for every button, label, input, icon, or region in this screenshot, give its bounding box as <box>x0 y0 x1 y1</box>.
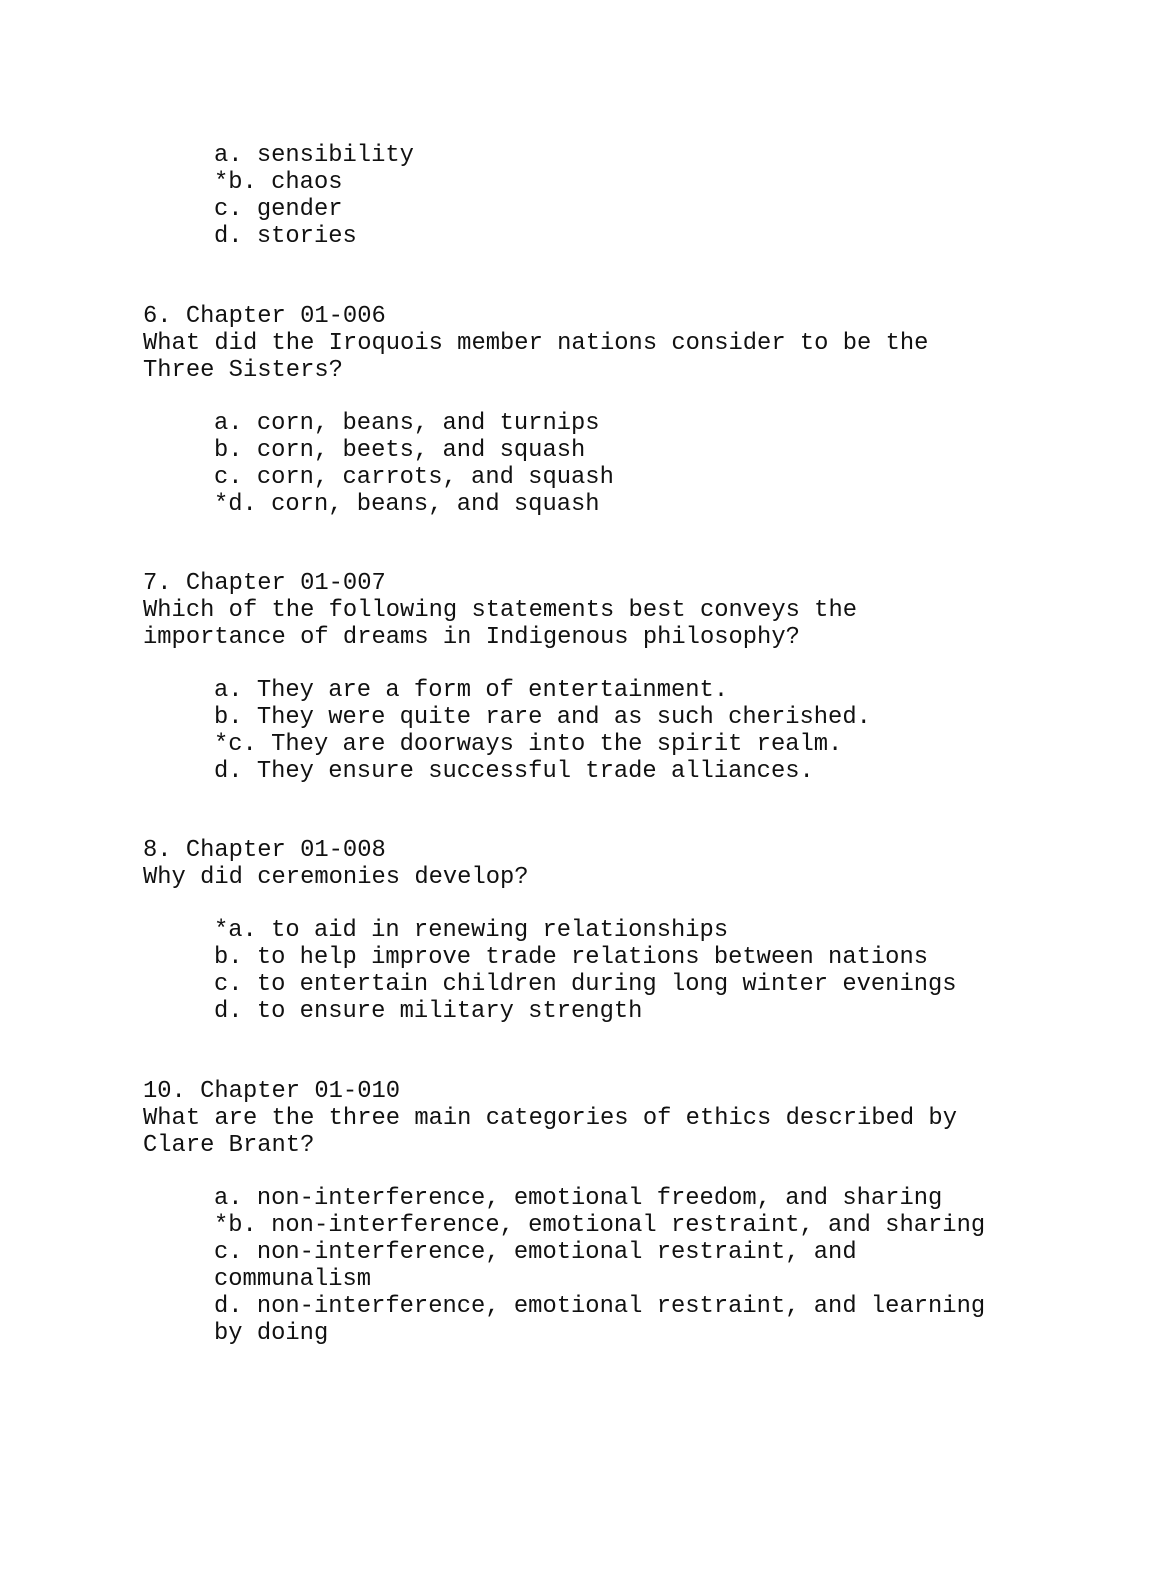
question-prompt: Why did ceremonies develop? <box>143 864 529 891</box>
question-heading: 8. Chapter 01-008 <box>143 837 386 864</box>
answer-option-correct: *b. non-interference, emotional restraint, and sharing <box>214 1212 986 1239</box>
answer-option-continuation: communalism <box>214 1266 372 1293</box>
answer-option: a. sensibility <box>214 142 414 169</box>
answer-option-continuation: by doing <box>214 1320 329 1347</box>
question-prompt: Clare Brant? <box>143 1132 315 1159</box>
question-prompt: What did the Iroquois member nations consider to be the <box>143 330 929 357</box>
answer-option: a. non-interference, emotional freedom, and sharing <box>214 1185 943 1212</box>
answer-option: c. non-interference, emotional restraint, and <box>214 1239 857 1266</box>
answer-option-correct: *c. They are doorways into the spirit realm. <box>214 731 843 758</box>
answer-option-correct: *d. corn, beans, and squash <box>214 491 600 518</box>
answer-option: c. to entertain children during long winter evenings <box>214 971 957 998</box>
answer-option: c. corn, carrots, and squash <box>214 464 614 491</box>
answer-option: d. non-interference, emotional restraint, and learning <box>214 1293 986 1320</box>
answer-option: c. gender <box>214 196 343 223</box>
answer-option: b. to help improve trade relations between nations <box>214 944 929 971</box>
question-prompt: Which of the following statements best conveys the <box>143 597 858 624</box>
answer-option: d. to ensure military strength <box>214 998 643 1025</box>
answer-option: d. They ensure successful trade alliances. <box>214 758 814 785</box>
question-heading: 6. Chapter 01-006 <box>143 303 386 330</box>
question-prompt: Three Sisters? <box>143 357 343 384</box>
question-prompt: importance of dreams in Indigenous philosophy? <box>143 624 800 651</box>
answer-option: b. corn, beets, and squash <box>214 437 586 464</box>
answer-option: b. They were quite rare and as such cherished. <box>214 704 871 731</box>
answer-option: a. They are a form of entertainment. <box>214 677 729 704</box>
answer-option-correct: *b. chaos <box>214 169 343 196</box>
question-prompt: What are the three main categories of ethics described by <box>143 1105 957 1132</box>
answer-option: d. stories <box>214 223 357 250</box>
question-heading: 10. Chapter 01-010 <box>143 1078 401 1105</box>
answer-option-correct: *a. to aid in renewing relationships <box>214 917 729 944</box>
question-heading: 7. Chapter 01-007 <box>143 570 386 597</box>
answer-option: a. corn, beans, and turnips <box>214 410 600 437</box>
